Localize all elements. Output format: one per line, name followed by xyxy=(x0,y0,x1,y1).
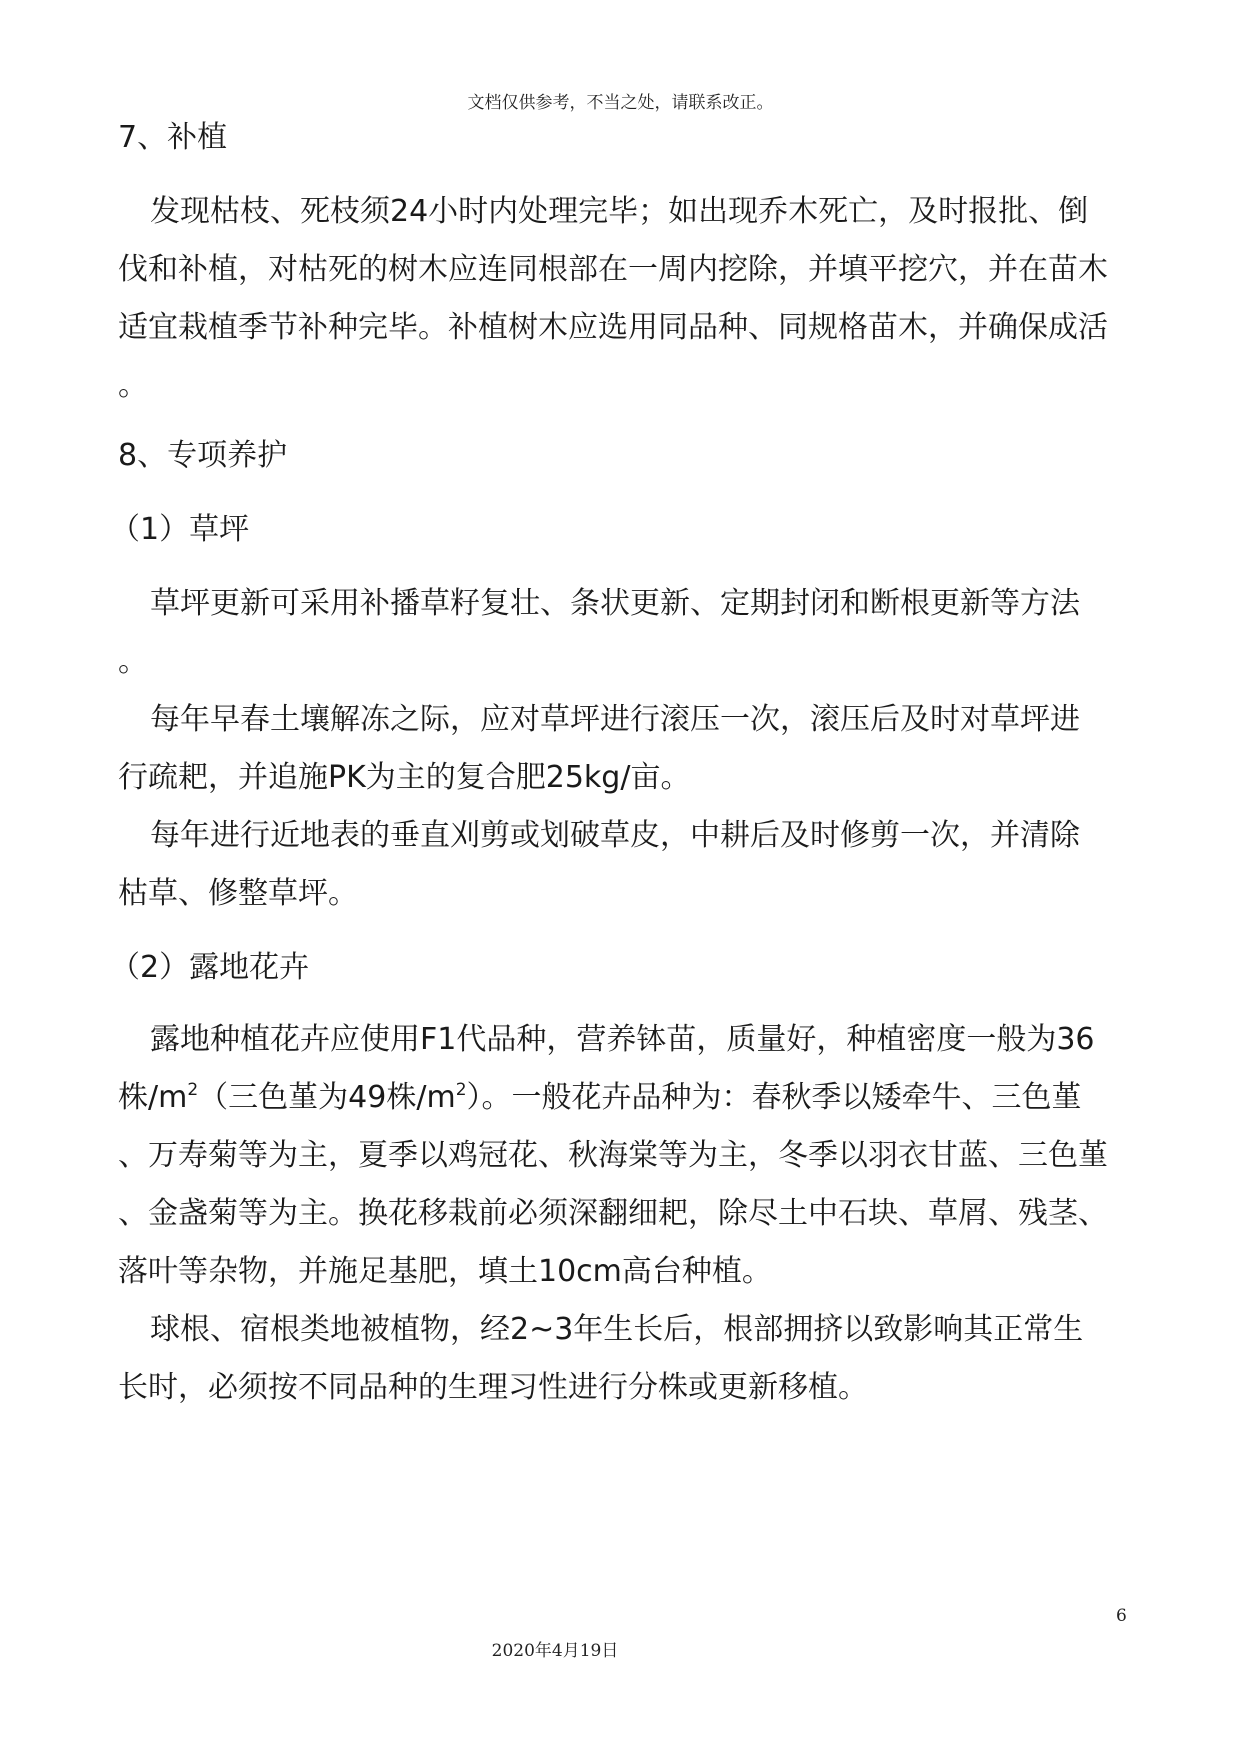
text-run: （三色堇为49株/m xyxy=(198,1080,456,1115)
paragraph-line: 行疏耙，并追施PK为主的复合肥25kg/亩。 xyxy=(118,760,691,795)
superscript: 2 xyxy=(455,1080,467,1100)
subsection-heading-flowers: （2）露地花卉 xyxy=(110,950,310,985)
text-run: 株/m xyxy=(118,1080,188,1115)
paragraph-line: 、金盏菊等为主。换花移栽前必须深翻细耙，除尽土中石块、草屑、残茎、 xyxy=(118,1196,1108,1231)
paragraph-line: 发现枯枝、死枝须24小时内处理完毕；如出现乔木死亡，及时报批、倒 xyxy=(150,194,1089,229)
subsection-heading-lawn: （1）草坪 xyxy=(110,512,250,547)
page-number: 6 xyxy=(1116,1606,1127,1626)
paragraph-line: 每年早春土壤解冻之际，应对草坪进行滚压一次，滚压后及时对草坪进 xyxy=(150,702,1080,737)
page-header-note: 文档仅供参考，不当之处，请联系改正。 xyxy=(467,93,774,113)
paragraph-line: 枯草、修整草坪。 xyxy=(118,876,358,911)
paragraph-line: 每年进行近地表的垂直刈剪或划破草皮，中耕后及时修剪一次，并清除 xyxy=(150,818,1080,853)
paragraph-line: 落叶等杂物，并施足基肥，填土10cm高台种植。 xyxy=(118,1254,772,1289)
paragraph-line: 球根、宿根类地被植物，经2~3年生长后，根部拥挤以致影响其正常生 xyxy=(150,1312,1084,1347)
paragraph-line xyxy=(118,1078,1082,1118)
paragraph-line: 长时，必须按不同品种的生理习性进行分株或更新移植。 xyxy=(118,1370,868,1405)
paragraph-line: 。 xyxy=(118,644,148,679)
text-run: ）。一般花卉品种为：春秋季以矮牵牛、三色堇 xyxy=(466,1080,1082,1115)
footer-date: 2020年4月19日 xyxy=(491,1641,619,1661)
section-heading-8: 8、专项养护 xyxy=(118,438,288,473)
superscript: 2 xyxy=(187,1080,199,1100)
paragraph-line: 。 xyxy=(118,368,148,403)
paragraph-line: 草坪更新可采用补播草籽复壮、条状更新、定期封闭和断根更新等方法 xyxy=(150,586,1080,621)
section-heading-7: 7、补植 xyxy=(118,120,228,155)
paragraph-line: 露地种植花卉应使用F1代品种，营养钵苗，质量好，种植密度一般为36 xyxy=(150,1022,1095,1057)
paragraph-line: 伐和补植，对枯死的树木应连同根部在一周内挖除，并填平挖穴，并在苗木 xyxy=(118,252,1108,287)
paragraph-line: 、万寿菊等为主，夏季以鸡冠花、秋海棠等为主，冬季以羽衣甘蓝、三色堇 xyxy=(118,1138,1108,1173)
paragraph-line: 适宜栽植季节补种完毕。补植树木应选用同品种、同规格苗木，并确保成活 xyxy=(118,310,1108,345)
